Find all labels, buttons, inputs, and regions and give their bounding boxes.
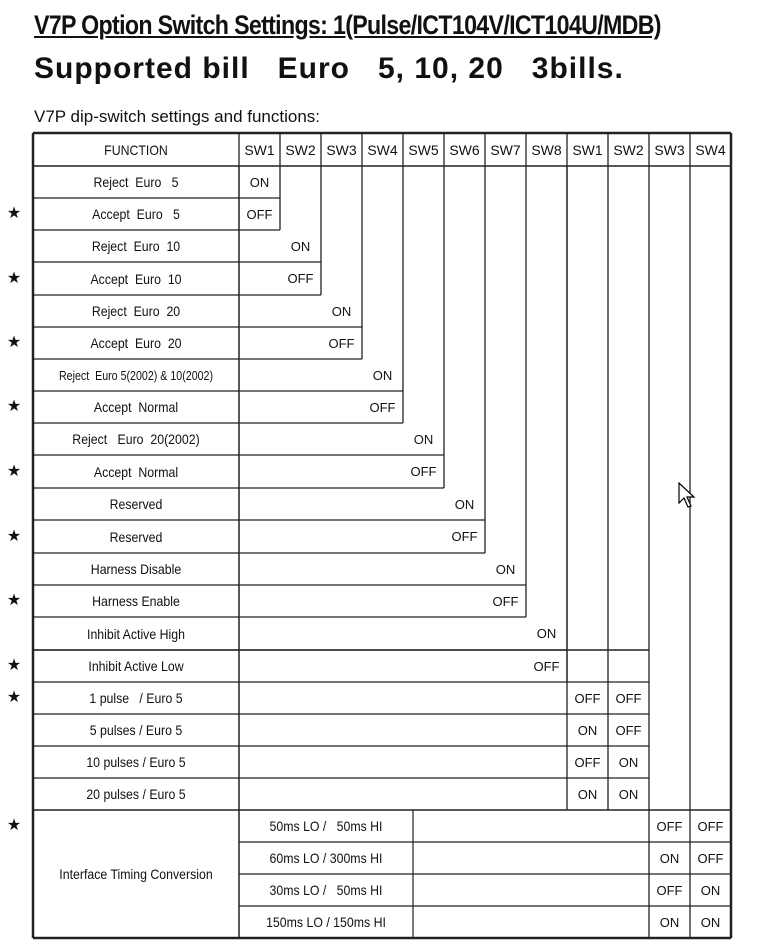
function-label: Accept Normal [93,399,179,415]
switch-header-sw4: SW4 [695,141,726,158]
default-setting-star-icon: ★ [6,462,22,480]
default-setting-star-icon: ★ [6,205,22,222]
switch-value: OFF [615,690,642,706]
switch-value: OFF [697,818,724,834]
function-label: Accept Euro 10 [90,270,182,287]
switch-header-sw4: SW4 [367,141,398,158]
switch-header-sw8: SW8 [531,141,562,158]
default-setting-star-icon: ★ [6,657,22,674]
switch-value: OFF [451,529,478,544]
switch-value: ON [249,174,270,190]
switch-header-sw3: SW3 [326,141,357,158]
function-label: Accept Euro 5 [92,206,180,222]
table-caption: V7P dip-switch settings and functions: [34,107,321,126]
default-setting-star-icon: ★ [6,527,22,545]
function-label: Reject Euro 20(2002) [72,431,200,447]
default-setting-star-icon: ★ [6,592,22,609]
switch-value: OFF [574,754,601,770]
switch-header-sw7: SW7 [490,141,521,158]
function-label: Reject Euro 5 [93,174,179,190]
timing-option-label: 150ms LO / 150ms HI [266,914,386,930]
supported-bills-heading: Supported bill Euro 5, 10, 20 3bills. [34,52,624,85]
default-setting-star-icon: ★ [6,269,22,287]
switch-header-sw3: SW3 [654,141,685,158]
switch-value: OFF [533,658,560,674]
function-header: FUNCTION [104,141,168,158]
switch-header-sw1: SW1 [572,141,603,158]
switch-value: OFF [492,593,519,609]
switch-value: OFF [328,335,355,351]
function-label: 5 pulses / Euro 5 [89,722,183,738]
switch-value: OFF [410,464,437,479]
function-label: Accept Euro 20 [90,335,182,351]
default-setting-star-icon: ★ [6,817,22,834]
function-label: Interface Timing Conversion [59,866,213,882]
switch-value: ON [659,850,680,866]
switch-value: ON [618,786,639,802]
switch-header-sw6: SW6 [449,141,480,158]
switch-value: OFF [656,818,683,834]
switch-value: OFF [246,206,273,222]
switch-value: ON [577,786,598,802]
function-label: 1 pulse / Euro 5 [89,690,183,706]
switch-header-sw2: SW2 [285,141,316,158]
function-label: 10 pulses / Euro 5 [86,754,186,770]
switch-value: ON [413,431,434,447]
switch-value: ON [495,561,516,577]
function-label: Harness Disable [90,561,182,577]
function-label: Inhibit Active Low [88,658,184,674]
function-label: Accept Normal [93,463,179,480]
function-label: Reserved [109,496,163,512]
switch-header-sw2: SW2 [613,141,644,158]
switch-value: ON [700,882,721,898]
switch-value: ON [700,914,721,930]
default-setting-star-icon: ★ [6,689,22,706]
timing-option-label: 30ms LO / 50ms HI [269,882,383,898]
switch-value: ON [372,367,393,383]
default-setting-star-icon: ★ [6,398,22,415]
switch-value: ON [331,303,352,319]
function-label: Harness Enable [92,593,180,609]
switch-value: OFF [656,882,683,898]
switch-value: ON [290,238,311,254]
timing-option-label: 60ms LO / 300ms HI [269,850,383,866]
timing-option-label: 50ms LO / 50ms HI [269,818,383,834]
switch-value: ON [659,914,680,930]
switch-value: ON [454,496,475,512]
switch-value: ON [618,754,639,770]
function-label: Inhibit Active High [87,625,185,642]
function-label: 20 pulses / Euro 5 [86,786,186,802]
switch-value: OFF [697,850,724,866]
switch-value: ON [536,626,557,641]
switch-value: OFF [287,271,314,286]
function-label: Reject Euro 5(2002) & 10(2002) [58,367,214,383]
function-label: Reject Euro 20 [91,303,181,319]
switch-value: OFF [574,690,601,706]
switch-value: OFF [369,399,396,415]
default-setting-star-icon: ★ [6,334,22,351]
switch-header-sw5: SW5 [408,141,439,158]
function-label: Reserved [109,528,163,545]
function-label: Reject Euro 10 [91,238,181,254]
switch-header-sw1: SW1 [244,141,275,158]
page-title: V7P Option Switch Settings: 1(Pulse/ICT104V/ICT104U/MDB) [34,10,661,40]
mouse-cursor-icon [678,482,696,510]
switch-value: ON [577,722,598,738]
switch-value: OFF [615,722,642,738]
